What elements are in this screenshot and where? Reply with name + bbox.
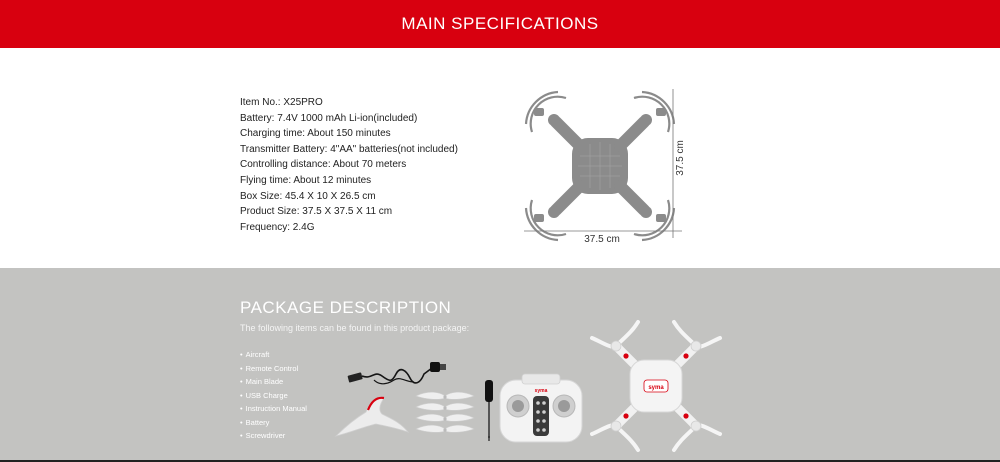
spec-item: Transmitter Battery: 4"AA" batteries(not included) [240,143,458,155]
package-title: PACKAGE DESCRIPTION [240,298,452,317]
package-item: • Remote Control [240,362,307,376]
aircraft-drone-icon [586,316,726,456]
spec-item: Product Size: 37.5 X 37.5 X 11 cm [240,206,393,218]
screwdriver-icon [482,378,496,442]
package-item: • Aircraft [240,348,307,362]
page-title: MAIN SPECIFICATIONS [401,14,599,33]
package-item: • Battery [240,416,307,430]
package-section [0,268,1000,462]
drone-top-view-icon [526,92,674,240]
spec-item: Battery: 7.4V 1000 mAh Li-ion(included) [240,112,418,124]
package-item: • USB Charge [240,389,307,403]
width-dimension-label: 37.5 cm [584,234,620,245]
package-subtitle: The following items can be found in this product package: [240,323,470,333]
package-item: • Main Blade [240,375,307,389]
height-dimension-label: 37.5 cm [675,140,686,176]
remote-control-icon [496,372,586,446]
spec-item: Box Size: 45.4 X 10 X 26.5 cm [240,190,376,202]
spec-item: Flying time: About 12 minutes [240,174,372,186]
spec-item: Item No.: X25PRO [240,97,323,108]
spec-item: Controlling distance: About 70 meters [240,159,407,171]
header-bar [0,0,1000,48]
drone-badge-label: syma [648,385,664,391]
main-blades-icon [414,390,476,436]
package-item: • Screwdriver [240,429,307,443]
remote-brand-label: syma [534,388,548,394]
blade-removal-tool-icon [332,392,412,442]
spec-item: Charging time: About 150 minutes [240,128,391,140]
spec-item: Frequency: 2.4G [240,221,315,233]
usb-charge-cable-icon [344,360,449,390]
package-item: • Instruction Manual [240,402,307,416]
specifications-list [240,95,500,235]
package-items-list [240,348,307,443]
drone-dimension-diagram [520,86,695,246]
